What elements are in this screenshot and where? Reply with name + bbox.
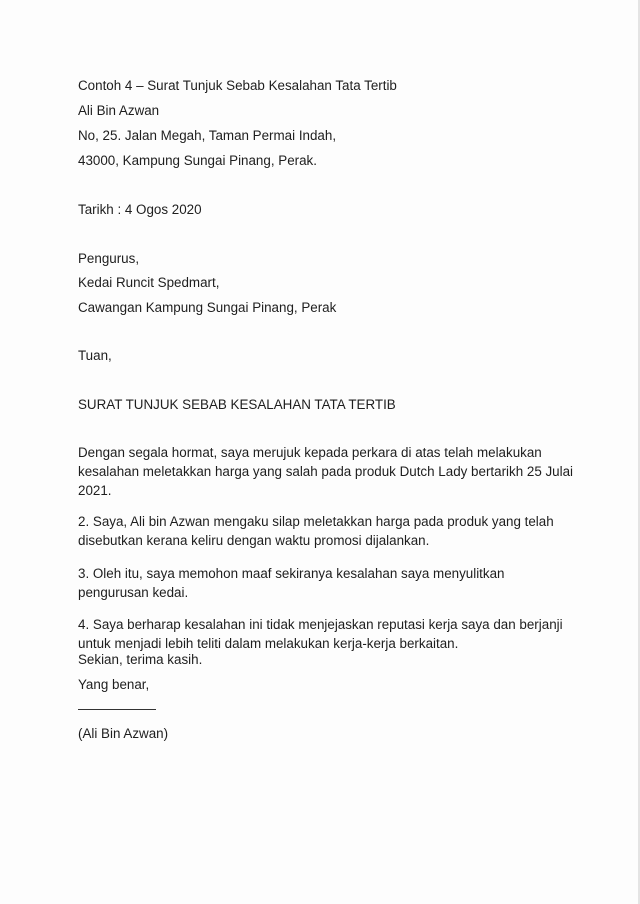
recipient-branch: Cawangan Kampung Sungai Pinang, Perak xyxy=(78,300,337,315)
paragraph-3: 3. Oleh itu, saya memohon maaf sekiranya kesalahan saya menyulitkan pengurusan kedai. xyxy=(78,566,505,600)
sender-address-line-2: 43000, Kampung Sungai Pinang, Perak. xyxy=(78,153,317,168)
recipient-company: Kedai Runcit Spedmart, xyxy=(78,275,220,290)
letter-subject: SURAT TUNJUK SEBAB KESALAHAN TATA TERTIB xyxy=(78,397,396,412)
closing: Sekian, terima kasih. xyxy=(78,652,203,667)
sender-address-line-1: No, 25. Jalan Megah, Taman Permai Indah, xyxy=(78,128,337,143)
paragraph-4: 4. Saya berharap kesalahan ini tidak menjejaskan reputasi kerja saya dan berjanji untuk menjadi lebih teliti dalam melakukan kerja-kerja berkaitan. xyxy=(78,617,563,651)
letter-heading: Contoh 4 – Surat Tunjuk Sebab Kesalahan Tata Tertib xyxy=(78,78,397,93)
salutation: Tuan, xyxy=(78,348,112,363)
recipient-title: Pengurus, xyxy=(78,251,140,266)
sender-name: Ali Bin Azwan xyxy=(78,103,160,118)
paragraph-1: Dengan segala hormat, saya merujuk kepada perkara di atas telah melakukan kesalahan meletakkan harga yang salah pada produk Dutch Lady bertarikh 25 Julai 2021. xyxy=(78,445,574,498)
letter-date: Tarikh : 4 Ogos 2020 xyxy=(78,202,202,217)
sign-off: Yang benar, xyxy=(78,677,150,692)
signature-name: (Ali Bin Azwan) xyxy=(78,726,169,741)
signature-line xyxy=(78,709,156,710)
paragraph-2: 2. Saya, Ali bin Azwan mengaku silap meletakkan harga pada produk yang telah disebutkan kerana keliru dengan waktu promosi dijalankan. xyxy=(78,514,554,548)
